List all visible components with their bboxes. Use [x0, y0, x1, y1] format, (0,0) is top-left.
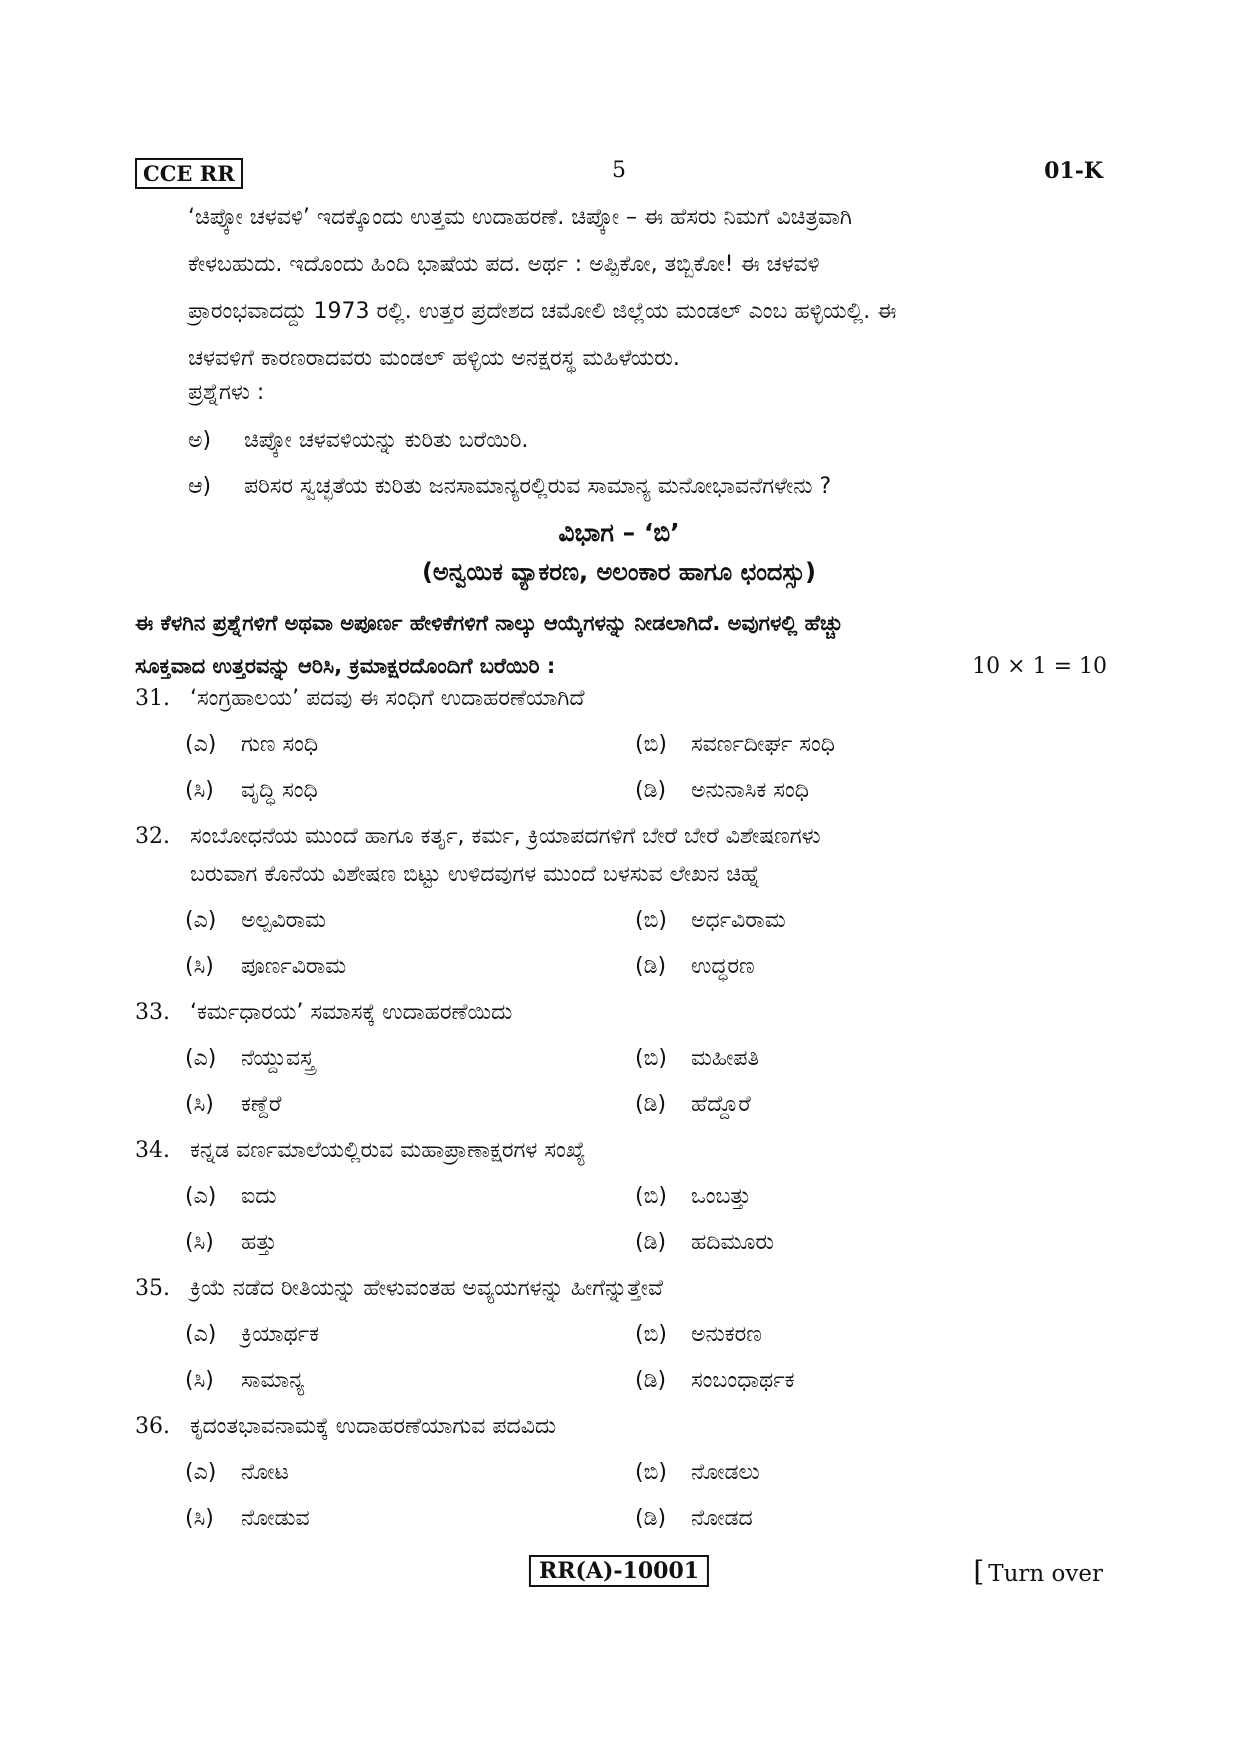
page-number: 5: [612, 158, 626, 183]
option: [185, 1092, 281, 1117]
option: [635, 1322, 762, 1347]
option-label: (ಡಿ): [635, 1368, 667, 1393]
sub-question: [188, 428, 528, 453]
option-label: (ಸಿ): [185, 1230, 214, 1255]
option: [635, 1506, 753, 1531]
passage-line: ಪ್ರಾರಂಭವಾದದ್ದು 1973 ರಲ್ಲಿ. ಉತ್ತರ ಪ್ರದೇಶದ ಚಮೋಲಿ ಜಿಲ್ಲೆಯ ಮಂಡಲ್ ಎಂಬ ಹಳ್ಳಿಯಲ್ಲಿ. ಈ: [188, 299, 897, 324]
option: [635, 1230, 774, 1255]
section-subtitle: (ಅನ್ವಯಿಕ ವ್ಯಾಕರಣ, ಅಲಂಕಾರ ಹಾಗೂ ಛಂದಸ್ಸು): [421, 558, 817, 586]
option: [185, 1460, 289, 1485]
option: [185, 1506, 310, 1531]
option-text: ಒಂಬತ್ತು: [691, 1184, 751, 1209]
option-label: (ಸಿ): [185, 1368, 214, 1393]
option-text: ಸಾಮಾನ್ಯ: [241, 1368, 305, 1393]
option-label: (ಬಿ): [635, 732, 667, 757]
instruction-line-2: [135, 645, 1107, 688]
option-label: (ಡಿ): [635, 778, 667, 803]
passage: [188, 194, 1106, 382]
question-text: ಕ್ರಿಯೆ ನಡೆದ ರೀತಿಯನ್ನು ಹೇಳುವಂತಹ ಅವ್ಯಯಗಳನ್ನು ಹೀಗೆನ್ನುತ್ತೇವೆ: [190, 1276, 663, 1301]
sub-question-marker: ಅ): [188, 428, 212, 453]
paper-code: 01-K: [1044, 158, 1103, 184]
option-text: ಅನುನಾಸಿಕ ಸಂಧಿ: [691, 778, 809, 803]
option-label: (ಡಿ): [635, 954, 667, 979]
option: [635, 908, 786, 933]
question: [135, 824, 1107, 849]
option-text: ಕಣ್ದೆರೆ: [241, 1092, 282, 1117]
question: [135, 1276, 1107, 1301]
questions-heading: ಪ್ರಶ್ನೆಗಳು :: [188, 380, 265, 405]
option-text: ಅರ್ಧವಿರಾಮ: [691, 908, 786, 933]
page-header: [135, 156, 1103, 192]
option-text: ಸವರ್ಣದೀರ್ಘ ಸಂಧಿ: [691, 732, 835, 757]
option-text: ಅನುಕರಣ: [691, 1322, 762, 1347]
question-number: 32.: [135, 824, 170, 849]
option-label: (ಸಿ): [185, 954, 214, 979]
question-text: ಕನ್ನಡ ವರ್ಣಮಾಲೆಯಲ್ಲಿರುವ ಮಹಾಪ್ರಾಣಾಕ್ಷರಗಳ ಸಂಖ್ಯೆ: [190, 1138, 586, 1163]
passage-line: ‘ಚಿಪ್ಕೋ ಚಳವಳಿ’ ಇದಕ್ಕೊಂದು ಉತ್ತಮ ಉದಾಹರಣೆ. ಚಿಪ್ಕೋ – ಈ ಹೆಸರು ನಿಮಗೆ ವಿಚಿತ್ರವಾಗಿ: [188, 205, 852, 230]
option-label: (ಎ): [185, 732, 217, 757]
option-text: ನೋಡದ: [691, 1506, 753, 1531]
option: [185, 908, 326, 933]
option-label: (ಬಿ): [635, 1184, 667, 1209]
option-label: (ಎ): [185, 1460, 217, 1485]
option-text: ಹದಿಮೂರು: [691, 1230, 775, 1255]
option: [185, 732, 318, 757]
passage-line: ಕೇಳಬಹುದು. ಇದೊಂದು ಹಿಂದಿ ಭಾಷೆಯ ಪದ. ಅರ್ಥ : ಅಪ್ಪಿಕೋ, ತಬ್ಬಿಕೋ! ಈ ಚಳವಳಿ: [188, 252, 820, 277]
option-label: (ಬಿ): [635, 1460, 667, 1485]
option-label: (ಎ): [185, 908, 217, 933]
roll-code-box: RR(A)-10001: [529, 1555, 709, 1587]
option-text: ನೋಟ: [241, 1460, 289, 1485]
option: [635, 1184, 751, 1209]
option: [635, 778, 809, 803]
option: [185, 1368, 304, 1393]
question-text: ‘ಕರ್ಮಧಾರಯ’ ಸಮಾಸಕ್ಕೆ ಉದಾಹರಣೆಯಿದು: [190, 1000, 513, 1025]
option-text: ನೋಡಲು: [691, 1460, 760, 1485]
option-label: (ಎ): [185, 1046, 217, 1071]
option-label: (ಎ): [185, 1184, 217, 1209]
option-text: ವೃದ್ಧಿ ಸಂಧಿ: [241, 778, 318, 803]
option-text: ಹೆದ್ದೊರೆ: [691, 1092, 751, 1117]
turn-over-bracket: [: [973, 1555, 985, 1588]
question-number: 33.: [135, 1000, 170, 1025]
sub-question: [188, 474, 831, 499]
option-label: (ಡಿ): [635, 1230, 667, 1255]
option: [185, 778, 318, 803]
question: [135, 1414, 1107, 1439]
option-label: (ಬಿ): [635, 1046, 667, 1071]
question-text: ಸಂಬೋಧನೆಯ ಮುಂದೆ ಹಾಗೂ ಕರ್ತೃ, ಕರ್ಮ, ಕ್ರಿಯಾಪದಗಳಿಗೆ ಬೇರೆ ಬೇರೆ ವಿಶೇಷಣಗಳು: [190, 824, 821, 849]
option-label: (ಸಿ): [185, 778, 214, 803]
instruction-line: ಈ ಕೆಳಗಿನ ಪ್ರಶ್ನೆಗಳಿಗೆ ಅಥವಾ ಅಪೂರ್ಣ ಹೇಳಿಕೆಗಳಿಗೆ ನಾಲ್ಕು ಆಯ್ಕೆಗಳನ್ನು ನೀಡಲಾಗಿದೆ. ಅವುಗಳಲ್ಲಿ ಹೆಚ್ಚು: [135, 611, 844, 635]
passage-line: ಚಳವಳಿಗೆ ಕಾರಣರಾದವರು ಮಂಡಲ್ ಹಳ್ಳಿಯ ಅನಕ್ಷರಸ್ಥ ಮಹಿಳೆಯರು.: [188, 346, 680, 371]
option-label: (ಎ): [185, 1322, 217, 1347]
sub-question-text: ಚಿಪ್ಕೋ ಚಳವಳಿಯನ್ನು ಕುರಿತು ಬರೆಯಿರಿ.: [244, 428, 529, 453]
option: [185, 954, 346, 979]
question-number: 31.: [135, 686, 170, 711]
option-label: (ಸಿ): [185, 1092, 214, 1117]
option-label: (ಡಿ): [635, 1092, 667, 1117]
option-text: ಗುಣ ಸಂಧಿ: [241, 732, 319, 757]
option: [635, 732, 835, 757]
question-number: 35.: [135, 1276, 170, 1301]
section-instructions: [135, 602, 1107, 688]
question-number: 34.: [135, 1138, 170, 1163]
option: [635, 954, 755, 979]
option-text: ಉದ್ಧರಣ: [691, 954, 755, 979]
option-label: (ಬಿ): [635, 1322, 667, 1347]
turn-over-text: Turn over: [988, 1561, 1103, 1587]
sub-question-text: ಪರಿಸರ ಸ್ವಚ್ಛತೆಯ ಕುರಿತು ಜನಸಾಮಾನ್ಯರಲ್ಲಿರುವ ಸಾಮಾನ್ಯ ಮನೋಭಾವನೆಗಳೇನು ?: [244, 474, 832, 499]
question: [135, 1138, 1107, 1163]
option-label: (ಸಿ): [185, 1506, 214, 1531]
option-label: (ಬಿ): [635, 908, 667, 933]
option: [185, 1322, 319, 1347]
option: [635, 1046, 759, 1071]
option: [185, 1046, 314, 1071]
instruction-line: ಸೂಕ್ತವಾದ ಉತ್ತರವನ್ನು ಆರಿಸಿ, ಕ್ರಮಾಕ್ಷರದೊಂದಿಗೆ ಬರೆಯಿರಿ :: [135, 654, 556, 678]
option-text: ಕ್ರಿಯಾರ್ಥಕ: [241, 1322, 320, 1347]
page-footer: [135, 1555, 1103, 1591]
question-text-continued: ಬರುವಾಗ ಕೊನೆಯ ವಿಶೇಷಣ ಬಿಟ್ಟು ಉಳಿದವುಗಳ ಮುಂದೆ ಬಳಸುವ ಲೇಖನ ಚಿಹ್ನೆ: [190, 862, 761, 887]
question-number: 36.: [135, 1414, 170, 1439]
option: [185, 1230, 277, 1255]
option-label: (ಡಿ): [635, 1506, 667, 1531]
option: [635, 1092, 751, 1117]
question-text: ‘ಸಂಗ್ರಹಾಲಯ’ ಪದವು ಈ ಸಂಧಿಗೆ ಉದಾಹರಣೆಯಾಗಿದೆ: [190, 686, 585, 711]
option-text: ನೋಡುವ: [241, 1506, 310, 1531]
question-text: ಕೃದಂತಭಾವನಾಮಕ್ಕೆ ಉದಾಹರಣೆಯಾಗುವ ಪದವಿದು: [190, 1414, 557, 1439]
marks-allocation: 10 × 1 = 10: [972, 654, 1107, 679]
option-text: ನೆಯ್ದುವಸ್ತ್ರ: [241, 1046, 315, 1071]
section-title: ವಿಭಾಗ – ‘ಬಿ’: [558, 518, 680, 547]
option-text: ಹತ್ತು: [241, 1230, 277, 1255]
exam-code-box: CCE RR: [135, 158, 243, 189]
question: [135, 686, 1107, 711]
option-text: ಪೂರ್ಣವಿರಾಮ: [241, 954, 347, 979]
option-text: ಮಹೀಪತಿ: [691, 1046, 760, 1071]
turn-over-note: [973, 1555, 1103, 1588]
option: [635, 1368, 795, 1393]
question: [135, 1000, 1107, 1025]
sub-question-marker: ಆ): [188, 474, 212, 499]
option: [635, 1460, 760, 1485]
option-text: ಐದು: [241, 1184, 277, 1209]
option-text: ಅಲ್ಪವಿರಾಮ: [241, 908, 326, 933]
option-text: ಸಂಬಂಧಾರ್ಥಕ: [691, 1368, 795, 1393]
option: [185, 1184, 276, 1209]
